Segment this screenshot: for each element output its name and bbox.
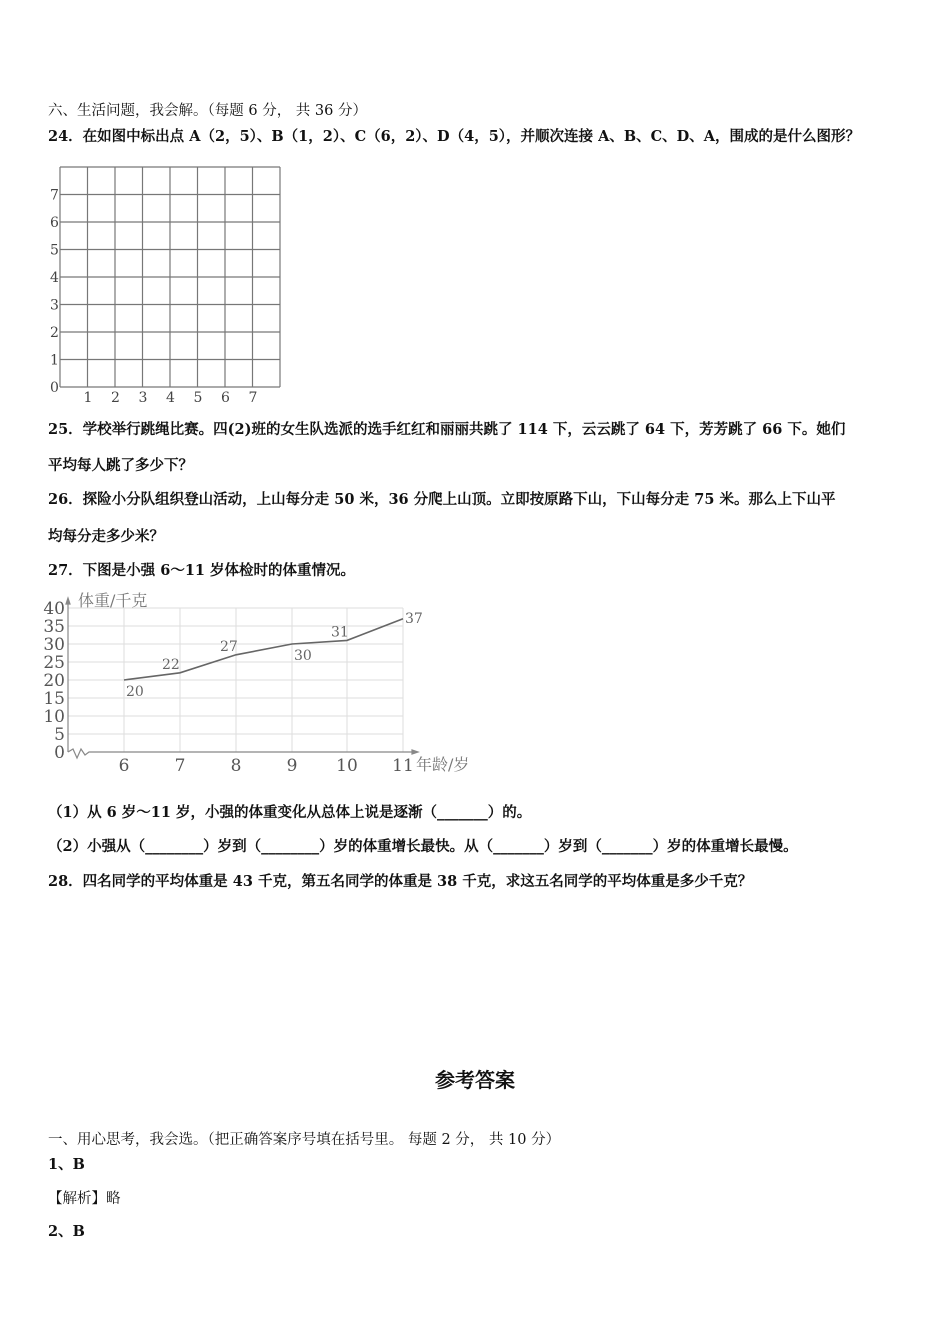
grid-x-tick: 3 [138,390,148,406]
grid-x-tick: 5 [193,390,203,406]
section-heading-6: 六、生活问题，我会解。（每题 6 分， 共 36 分） [48,103,367,119]
grid-y-tick: 1 [50,352,59,369]
grid-x-tick: 1 [83,390,93,406]
question-24: 24．在如图中标出点 A（2，5）、B（1，2）、C（6，2）、D（4，5），并顺次连接 A、B、C、D、A，围成的是什么图形？ [48,128,860,145]
grid-y-tick: 4 [50,270,59,286]
svg-text:20: 20 [126,684,144,700]
answer-2: 2、B [48,1223,85,1240]
svg-text:7: 7 [174,756,186,776]
svg-text:35: 35 [43,617,65,637]
svg-text:6: 6 [118,756,130,776]
grid-y-tick: 6 [50,215,59,231]
svg-text:30: 30 [294,648,312,664]
grid-y-tick: 5 [50,242,59,259]
svg-text:25: 25 [43,653,65,673]
grid-y-tick: 0 [50,380,59,396]
grid-x-tick: 4 [166,390,175,406]
grid-x-tick: 7 [248,390,258,406]
question-26-line2: 均每分走多少米？ [48,528,164,545]
question-28: 28．四名同学的平均体重是 43 千克，第五名同学的体重是 38 千克，求这五名同学的平均体重是多少千克？ [48,873,753,890]
answers-section-1: 一、用心思考，我会选。（把正确答案序号填在括号里。 每题 2 分， 共 10 分） [48,1132,561,1148]
svg-text:体重/千克: 体重/千克 [78,591,148,610]
svg-text:8: 8 [230,756,242,776]
grid-y-tick: 7 [50,187,59,204]
grid-x-tick: 6 [221,390,230,406]
svg-text:22: 22 [162,656,180,673]
question-25-line1: 25．学校举行跳绳比赛。四(2)班的女生队选派的选手红红和丽丽共跳了 114 下，云云跳了 64 下，芳芳跳了 66 下。她们 [48,421,846,438]
question-26-line1: 26．探险小分队组织登山活动，上山每分走 50 米，36 分爬上山顶。立即按原路下山，下山每分走 75 米。那么上下山平 [48,491,836,508]
svg-text:20: 20 [43,671,65,691]
svg-text:9: 9 [286,756,298,776]
coordinate-grid [40,160,300,410]
svg-text:27: 27 [220,638,238,655]
question-27-sub1: （1）从 6 岁～11 岁，小强的体重变化从总体上说是逐渐（_______）的。 [48,804,532,821]
svg-text:10: 10 [336,756,358,776]
svg-text:31: 31 [331,624,349,641]
question-27-sub2: （2）小强从（________）岁到（________）岁的体重增长最快。从（_______）岁到（_______）岁的体重增长最慢。 [48,838,798,855]
svg-text:10: 10 [43,707,65,727]
answers-title: 参考答案 [435,1068,515,1092]
svg-text:15: 15 [43,689,65,709]
svg-text:年龄/岁: 年龄/岁 [416,755,470,774]
svg-text:37: 37 [405,610,423,627]
svg-text:40: 40 [43,599,65,619]
svg-text:11: 11 [392,756,414,776]
weight-line-chart [40,590,490,780]
svg-text:30: 30 [43,635,65,655]
grid-y-tick: 3 [50,297,59,314]
answer-1: 1、B [48,1156,85,1173]
svg-text:0: 0 [54,743,65,763]
question-27: 27．下图是小强 6～11 岁体检时的体重情况。 [48,562,356,579]
svg-text:5: 5 [54,725,65,745]
answer-1-analysis: 【解析】略 [48,1191,121,1207]
question-25-line2: 平均每人跳了多少下？ [48,457,193,474]
grid-x-tick: 2 [111,390,120,406]
grid-y-tick: 2 [50,325,59,341]
